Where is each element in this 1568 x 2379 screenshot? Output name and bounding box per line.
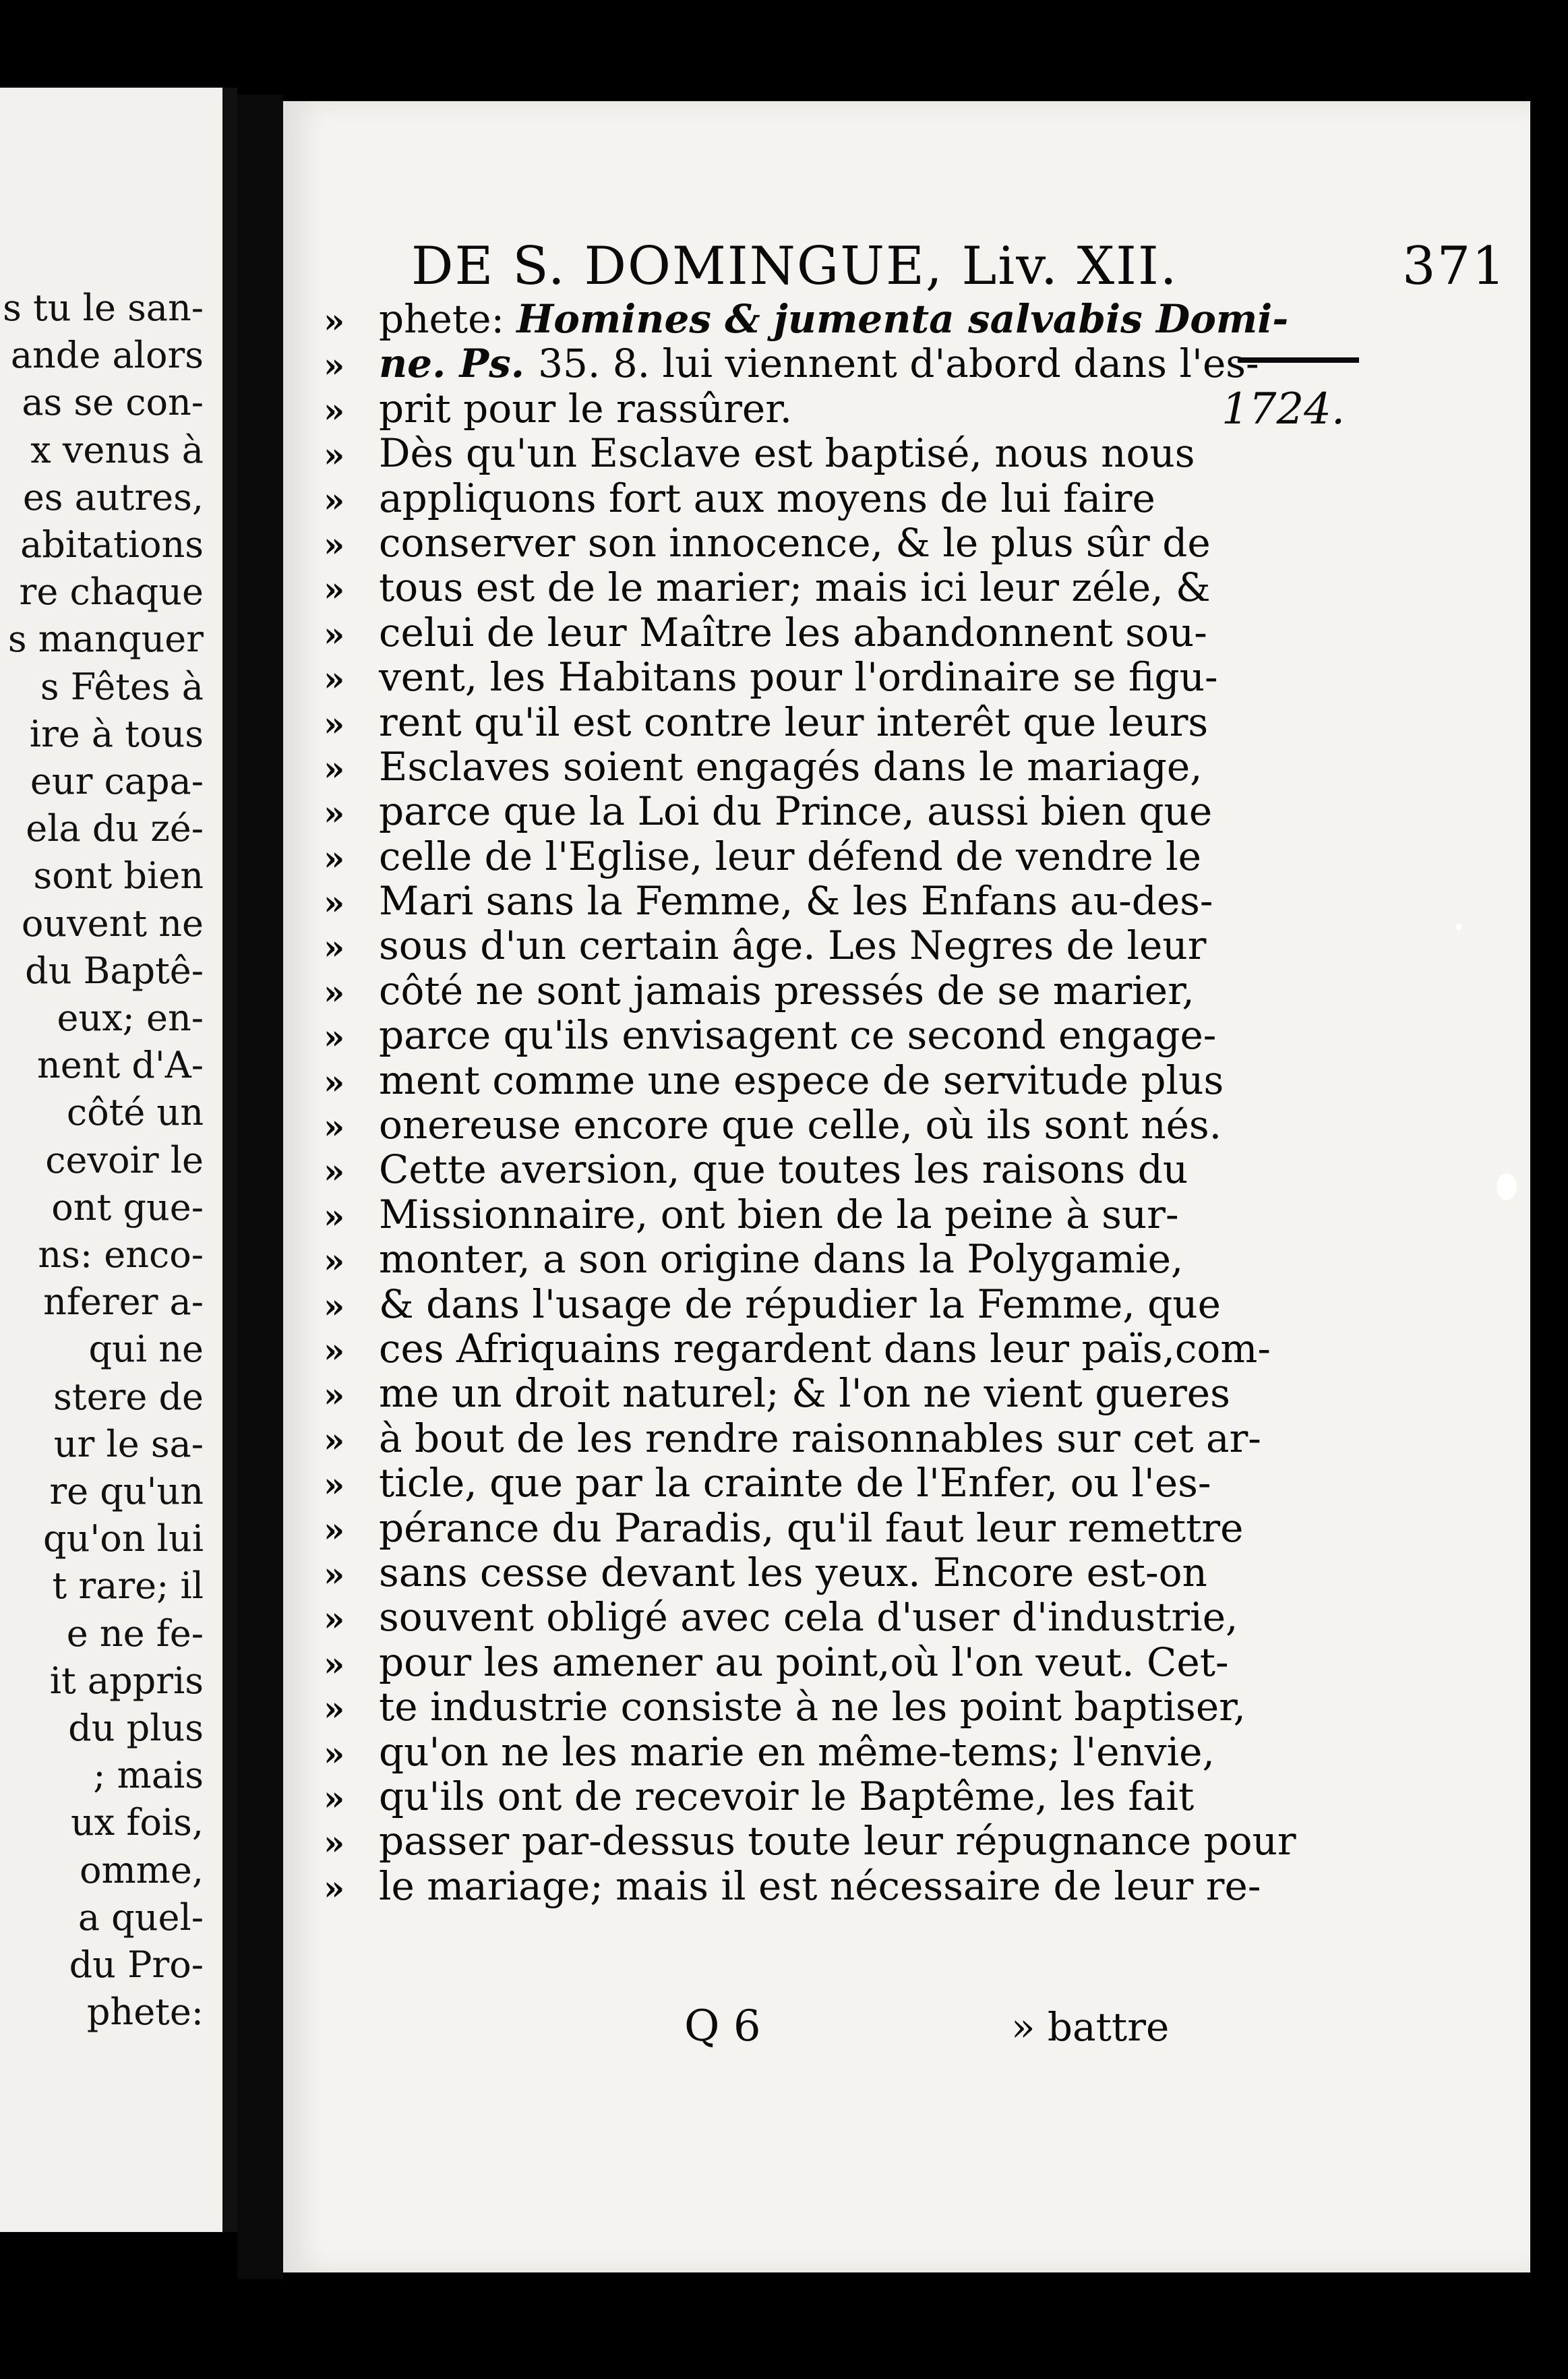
line-text-italic: ne. Ps.: [379, 341, 539, 387]
text-line: [324, 1370, 1230, 1417]
quote-mark: »: [324, 435, 345, 475]
text-line: [324, 431, 1213, 475]
line-text-roman: sous d'un certain âge. Les Negres de leur: [379, 922, 1207, 969]
line-text: [379, 1282, 1221, 1326]
quote-mark: »: [324, 748, 345, 788]
line-text-roman: conserver son innocence, & le plus sûr de: [379, 519, 1211, 566]
left-page: [0, 88, 237, 2232]
left-page-line: eux; en-: [57, 997, 204, 1039]
line-text: [379, 1550, 1207, 1595]
text-line: [324, 1774, 1213, 1819]
text-line: [324, 1818, 1296, 1864]
line-text: [379, 744, 1203, 789]
text-line: [324, 1730, 1213, 1774]
quote-mark: »: [324, 345, 345, 386]
left-page-line: eur capa-: [30, 760, 204, 802]
line-text-roman: prit pour le rassûrer.: [379, 385, 793, 432]
left-page-line: s Fêtes à: [40, 665, 204, 708]
line-text-roman: vent, les Habitans pour l'ordinaire se figu-: [379, 654, 1218, 701]
text-line: [324, 879, 1213, 923]
left-page-line: s manquer: [7, 618, 204, 661]
line-text: [379, 1013, 1216, 1057]
left-page-line: qui ne: [88, 1328, 204, 1371]
line-text: [379, 1371, 1230, 1415]
quote-mark: »: [324, 1017, 345, 1057]
line-text-roman: rent qu'il est contre leur interêt que leurs: [379, 699, 1209, 745]
line-text: [379, 386, 792, 431]
line-text-roman: onereuse encore que celle, où ils sont nés.: [379, 1102, 1222, 1148]
text-line: [324, 1057, 1224, 1103]
quote-mark: »: [324, 659, 345, 699]
quote-mark: »: [324, 1196, 345, 1236]
line-text: [379, 1730, 1215, 1774]
line-text-roman: celui de leur Maître les abandonnent sou-: [379, 609, 1207, 655]
line-text-roman: passer par-dessus toute leur répugnance pour: [379, 1818, 1296, 1864]
quote-mark: »: [324, 614, 345, 654]
quote-mark: »: [324, 524, 345, 564]
signature-mark: Q 6: [684, 2001, 761, 2051]
line-text-roman: tous est de le marier; mais ici leur zéle, &: [379, 564, 1211, 611]
line-text-roman: monter, a son origine dans la Polygamie,: [379, 1236, 1184, 1283]
left-page-line: e ne fe-: [66, 1612, 204, 1655]
left-page-line: phete:: [86, 1991, 204, 2034]
line-text: [379, 655, 1218, 699]
right-page: [283, 101, 1530, 2272]
line-text-roman: Mari sans la Femme, & les Enfans au-des-: [379, 878, 1213, 924]
text-line: [324, 700, 1213, 744]
quote-mark: »: [324, 703, 345, 744]
text-line: [324, 1102, 1222, 1148]
left-page-line: x venus à: [30, 428, 204, 471]
line-text-roman: te industrie consiste à ne les point baptiser,: [379, 1684, 1246, 1730]
line-text-roman: qu'on ne les marie en même-tems; l'envie,: [379, 1728, 1215, 1775]
line-text: [379, 1640, 1229, 1684]
quote-mark: »: [324, 1419, 345, 1460]
text-line: [324, 968, 1213, 1013]
line-text-roman: qu'ils ont de recevoir le Baptême, les fait: [379, 1773, 1195, 1819]
quote-mark: »: [324, 1241, 345, 1281]
quote-mark: »: [324, 1554, 345, 1594]
book-gutter: [237, 94, 283, 2279]
quote-mark: »: [324, 1643, 345, 1684]
line-text: [379, 610, 1207, 655]
text-line: [324, 1012, 1217, 1059]
text-line: [324, 744, 1213, 789]
quote-mark: »: [324, 301, 345, 341]
line-text-roman: pour les amener au point,où l'on veut. Cet-: [379, 1639, 1229, 1685]
quote-mark: »: [324, 1599, 345, 1639]
text-line: [324, 476, 1213, 521]
left-page-line: stere de: [53, 1375, 204, 1418]
line-text: [379, 521, 1211, 565]
line-text-roman: celle de l'Eglise, leur défend de vendre le: [379, 833, 1201, 879]
left-page-line: ouvent ne: [21, 902, 204, 945]
left-page-line: côté un: [66, 1091, 204, 1134]
text-line: [324, 1594, 1238, 1641]
quote-mark: »: [324, 1061, 345, 1102]
line-text: [379, 1506, 1243, 1550]
text-line: [324, 565, 1213, 610]
left-page-line: abitations: [20, 523, 204, 566]
line-text-roman: 35. 8. lui viennent d'abord dans l'es-: [538, 341, 1259, 387]
text-line: [324, 1415, 1261, 1461]
line-text-italic: Homines & jumenta salvabis Domi-: [516, 296, 1289, 342]
text-line: [324, 1237, 1213, 1281]
line-text-roman: Missionnaire, ont bien de la peine à sur-: [379, 1191, 1179, 1237]
line-text: [379, 431, 1195, 475]
left-page-line: nferer a-: [43, 1281, 204, 1324]
line-text: [379, 1147, 1188, 1192]
left-page-line: sont bien: [33, 854, 204, 898]
left-page-line: t rare; il: [52, 1564, 204, 1608]
text-line: [324, 1550, 1213, 1595]
line-text-roman: & dans l'usage de répudier la Femme, que: [379, 1281, 1221, 1327]
left-page-line: ire à tous: [29, 712, 204, 755]
line-text: [379, 1058, 1224, 1103]
left-page-line: s tu le san-: [3, 287, 204, 329]
line-text: [379, 1461, 1211, 1505]
line-text: [379, 1595, 1238, 1639]
line-text: [379, 1237, 1183, 1281]
line-text: [379, 1819, 1296, 1863]
quote-mark: »: [324, 569, 345, 610]
catchword: » battre: [1011, 2004, 1170, 2050]
quote-mark: »: [324, 1867, 345, 1908]
line-text: [379, 1416, 1261, 1461]
line-text: [379, 1103, 1222, 1147]
line-text-roman: ces Afriquains regardent dans leur païs,com-: [379, 1325, 1271, 1372]
left-page-line: qu'on lui: [43, 1517, 204, 1560]
left-page-line: ur le sa-: [53, 1422, 204, 1465]
line-text-roman: phete:: [379, 296, 517, 342]
text-line: [324, 1504, 1244, 1551]
left-page-line: es autres,: [22, 475, 204, 519]
quote-mark: »: [324, 1330, 345, 1370]
quote-mark: »: [324, 1285, 345, 1326]
quote-mark: »: [324, 1823, 345, 1863]
text-line: [324, 1281, 1221, 1327]
quote-mark: »: [324, 927, 345, 968]
left-page-line: nent d'A-: [36, 1044, 204, 1087]
running-head: [411, 236, 1507, 297]
text-line: [324, 341, 1259, 387]
left-page-line: re chaque: [19, 570, 204, 614]
text-line: [324, 521, 1213, 565]
left-page-line: ns: enco-: [38, 1233, 204, 1276]
line-text-roman: appliquons fort aux moyens de lui faire: [379, 475, 1155, 521]
line-text: [379, 1192, 1179, 1237]
line-text-roman: me un droit naturel; & l'on ne vient gueres: [379, 1370, 1230, 1417]
left-page-line: re qu'un: [49, 1470, 204, 1512]
quote-mark: »: [324, 972, 345, 1012]
line-text: [379, 1774, 1194, 1819]
quote-mark: »: [324, 1375, 345, 1415]
line-text: [379, 565, 1211, 610]
line-text-roman: ment comme une espece de servitude plus: [379, 1057, 1224, 1103]
line-text: [379, 789, 1212, 833]
line-text: [379, 968, 1195, 1013]
page-number: 371: [1402, 236, 1507, 297]
line-text: [379, 879, 1213, 923]
left-page-line: ; mais: [93, 1754, 204, 1797]
text-line: [324, 1192, 1213, 1237]
left-page-line: ux fois,: [70, 1801, 204, 1844]
left-page-line: it appris: [49, 1659, 204, 1702]
text-line: [324, 1461, 1213, 1505]
text-line: [324, 1325, 1271, 1372]
left-page-line: omme,: [79, 1848, 204, 1891]
line-text: [379, 1864, 1261, 1908]
paper-speck: [1456, 924, 1461, 931]
line-text-roman: souvent obligé avec cela d'user d'industrie,: [379, 1594, 1238, 1641]
quote-mark: »: [324, 479, 345, 520]
line-text: [379, 923, 1206, 968]
text-line: [324, 789, 1213, 833]
left-page-line: ela du zé-: [26, 807, 204, 850]
running-head-title: DE S. DOMINGUE, Liv. XII.: [411, 236, 1178, 297]
quote-mark: »: [324, 1778, 345, 1818]
line-text-roman: à bout de les rendre raisonnables sur cet ar-: [379, 1415, 1261, 1461]
quote-mark: »: [324, 390, 345, 430]
line-text: [379, 1684, 1246, 1729]
quote-mark: »: [324, 793, 345, 833]
line-text: [379, 341, 1259, 386]
line-text: [379, 476, 1155, 521]
text-line: [324, 654, 1218, 701]
quote-mark: »: [324, 1733, 345, 1773]
line-text: [379, 297, 1288, 341]
left-page-line: du Pro-: [69, 1943, 204, 1986]
line-text-roman: Cette aversion, que toutes les raisons du: [379, 1146, 1188, 1193]
line-text-roman: Esclaves soient engagés dans le mariage,: [379, 743, 1203, 790]
text-line: [324, 1862, 1261, 1909]
text-line: [324, 1639, 1229, 1685]
quote-mark: »: [324, 1688, 345, 1729]
text-line: [324, 834, 1213, 879]
line-text: [379, 700, 1208, 744]
line-text-roman: parce que la Loi du Prince, aussi bien que: [379, 788, 1213, 835]
quote-mark: »: [324, 1509, 345, 1550]
line-text-roman: parce qu'ils envisagent ce second engage-: [379, 1012, 1217, 1059]
line-text: [379, 1326, 1271, 1371]
line-text-roman: Dès qu'un Esclave est baptisé, nous nous: [379, 430, 1195, 477]
paper-speck: [1497, 1173, 1517, 1200]
left-page-line: cevoir le: [45, 1138, 204, 1181]
quote-mark: »: [324, 883, 345, 923]
left-page-line: du plus: [68, 1707, 204, 1749]
line-text-roman: côté ne sont jamais pressés de se marier,: [379, 967, 1195, 1014]
left-page-line: du Baptê-: [25, 949, 204, 992]
text-line: [324, 610, 1213, 655]
text-line: [324, 923, 1213, 968]
quote-mark: »: [324, 1465, 345, 1505]
quote-mark: »: [324, 838, 345, 878]
text-line: [324, 1147, 1213, 1192]
left-page-line: ont gue-: [51, 1185, 204, 1229]
text-line: [324, 1684, 1246, 1730]
left-page-line: a quel-: [78, 1896, 204, 1939]
text-line: [324, 386, 1213, 431]
line-text-roman: pérance du Paradis, qu'il faut leur remettre: [379, 1504, 1244, 1551]
left-page-line: as se con-: [22, 381, 204, 424]
quote-mark: »: [324, 1107, 345, 1147]
line-text-roman: ticle, que par la crainte de l'Enfer, ou l'es-: [379, 1460, 1211, 1506]
line-text-roman: le mariage; mais il est nécessaire de leur re-: [379, 1862, 1261, 1909]
margin-year: 1724.: [1222, 384, 1346, 434]
text-line: [324, 296, 1289, 342]
quote-mark: »: [324, 1151, 345, 1192]
line-text-roman: sans cesse devant les yeux. Encore est-on: [379, 1549, 1207, 1595]
left-page-line: ande alors: [10, 334, 204, 377]
line-text: [379, 834, 1201, 879]
